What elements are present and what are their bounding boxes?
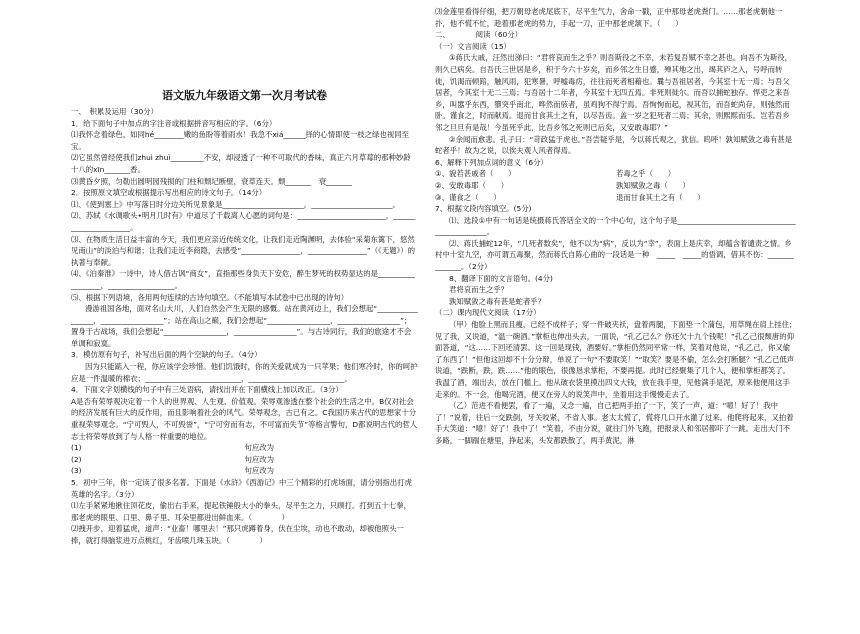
question-5-item-1: ⑴左手紧紧地揪住顶花皮，偷出右手来，提起铁锤般大小的拳头，尽平生之力，只顾打。打到五十七拳，那老虎的眼里、口里、鼻子里、耳朵里都迸出鲜血来。（ ） — [71, 501, 411, 522]
q6-row-3-a: ③、谨食之（ ） — [435, 192, 501, 202]
question-3-text: 因为只能踮入一程，你应该学会珍惜。他们饥饿时，你的关爱就成为一只苹果；他们寒冷时，你的呵护应是一件温暖的棉衣；__________________________，__________________________。 — [71, 362, 418, 383]
question-2-item-5: ⑸、根据下列语境，各用两句连续的古诗句填空。（不能填写本试卷中已出现的诗句） — [71, 292, 349, 302]
question-8-item-1: 君将哀而生之乎？ — [449, 285, 509, 295]
fix-row-3 — [71, 465, 418, 477]
section-1-heading: 一、 积累及运用（30分） — [71, 107, 159, 116]
question-7: 7、根据文段内容填空。(5分) — [435, 204, 532, 214]
fix-row-1 — [71, 442, 418, 454]
question-2-context: 漫游祖国各地，面对名山大川，人们自然会产生无限的感慨。站在黄河边上，我们会想起“_________________，_________________”；站在高山之巅，我们会想起“_________________，_________________”；置身于古战场，我们会想起“_________________，_________________”。与古诗同行，我们的旅途才不会单调和寂寞。 — [71, 304, 418, 348]
q6-row-1-a: ①、貌若甚戚者（ ） — [435, 169, 516, 179]
question-5: 5．初中三年，你一定读了很多名著。下面是《水浒》《西游记》中三个精彩的打虎场面，请分别指出打虎英雄的名字。（3分） — [71, 478, 412, 499]
q6-row-3 — [435, 192, 797, 204]
left-column — [71, 0, 418, 547]
question-2-item-4: ⑷、《泊秦淮》一诗中，诗人借古讽“商女”，直指那些身负天下安危，醉生梦死的权势显达的是__________________，__________________。 — [71, 269, 415, 290]
fix-row-1-num: (1) — [71, 443, 82, 453]
q6-row-2-a: ②、安敢毒耶（ ） — [435, 180, 509, 190]
fix-row-3-label: 句应改为 — [244, 466, 275, 476]
question-1: 1．给下面句子中加点的字注音或根据拼音写相应的字。（6分） — [71, 118, 277, 128]
classical-paragraph-2: ②余闻而愈悲。孔子曰：“苛政猛于虎也。”吾尝疑乎是，今以蒋氏观之，犹信。呜呼！孰知赋敛之毒有甚是蛇者乎！故为之说，以俟夫观人风者得焉。 — [435, 134, 793, 156]
section-2-heading: 二、 阅读（60分） — [435, 30, 523, 40]
q6-row-1-b: 若毒之乎（ ） — [616, 169, 676, 179]
q6-row-3-b: 退而甘食其土之有（ ） — [616, 192, 705, 202]
fix-row-3-num: (3) — [71, 466, 82, 476]
question-4-text: A是否有荣辱观决定着一个人的世界观、人生观、价值观。荣辱观渗透在整个社会的生活之中。B仅对社会的经济发展有巨大的反作用，而且影响着社会的风气。荣辱观念，古已有之。C我国历来古代的思想家十分重视荣辱观念。“宁可毁人，不可毁誉”，“宁可穷而有志，不可富而失节”等格言警句，D都说明古代的哲人志士将荣辱放到了与人格一样重要的地位。 — [71, 396, 418, 441]
question-8-item-2: 孰知赋敛之毒有甚是蛇者乎？ — [449, 296, 546, 306]
question-2-item-3: ⑶、在物质生活日益丰富的今天，我们更应亲近传统文化，让我们走近陶渊明，去体验“采菊东篱下，悠然见南山”的淡泊与和谐；让我们走近李商隐，去感受“________________，________________”（《无题》）的执著与奉献。 — [71, 234, 416, 267]
question-5-item-2: ⑵拽开步，迎着猛虎，道声：“业畜！哪里去！”那只虎蹲着身，伏在尘埃，动也不敢动，却被他照头一捧，就打得脑浆进万点桃红，牙齿喷几珠玉块。（ ） — [71, 524, 404, 545]
fix-row-2-label: 句应改为 — [244, 454, 275, 464]
q6-row-2 — [435, 180, 797, 192]
passage-jia: （甲）他脸上黑而且瘦，已经不成样子；穿一件破夹袄，盘着两腿，下面垫一个蒲包，用草绳在肩上挂住；见了我，又说道，“温一碗酒。”掌柜也伸出头去，一面说，“孔乙己么？你还欠十九个钱呢！”孔乙己很颓唐的仰面答道，“这……下回还清罢。这一回是现钱，酒要好。”掌柜仍然同平常一样，笑着对他说，“孔乙己，你又偷了东西了！”但他这回却不十分分辩，单说了一句“不要取笑！”“取笑？要是不偷，怎么会打断腿？”孔乙己低声说道，“跌断，跌，跌……”他的眼色，很像恳求掌柜，不要再提。此时已经聚集了几个人，便和掌柜都笑了。我温了酒，端出去，放在门槛上。他从破衣袋里摸出四文大钱，放在我手里，见他满手是泥，原来他便用这手走来的。不一会，他喝完酒，便又在旁人的说笑声中，坐着用这手慢慢走去了。 — [435, 320, 797, 399]
question-6: 6、解释下列加点词的意义（6分） — [435, 157, 548, 167]
question-3: 3．模仿原有句子，补写出后面的两个空缺的句子。（4分） — [71, 350, 262, 360]
subsection-modern: （二）课内现代文阅读（17分） — [435, 308, 541, 318]
right-column — [435, 0, 801, 447]
question-2-item-2: ⑵、苏轼《水调歌头•明月几时有》中道尽了千载离人心愿的词句是：________________________，______________________。 — [71, 211, 416, 232]
q6-row-2-b: 孰知赋敛之毒（ ） — [616, 180, 690, 190]
question-2-item-1: ⑴、《使到塞上》中写落日时分边关所见景象是______________________，______________________。 — [71, 199, 400, 209]
question-1-item-1: ⑴我怀念着绿色，如同hé________嫩的鱼盼等着雨水！我急不xiá______择的心情即使一枝之绿也视同至宝。 — [71, 130, 409, 151]
question-4: 4．下面文字划横线的句子中有三处语病，请找出并在下面横线上加以改正。（3分） — [71, 385, 343, 395]
question-1-item-3: ⑶黄昏夕照，匀勒出圆明园残损的门柱和颓圮断壁，衰草连天。颓_______ 衰_______ — [71, 176, 352, 186]
question-5-item-3: ⑶金莲里看得仔细，把刀朝母老虎尾底下，尽平生气力，舍命一戳，正中那母老虎粪门。……那老虎朝他一扑，他不慌不忙，趁着那老虎的势力，手起一刀，正中那老虎颔下。（ ） — [435, 7, 783, 28]
fix-row-2-num: (2) — [71, 454, 82, 464]
question-2: 2．按照原文填空或根据提示写出相应的诗文句子。（14分） — [71, 188, 267, 198]
fix-row-1-label: 句应改为 — [244, 443, 275, 453]
fix-row-2 — [71, 454, 418, 466]
question-1-item-2: ⑵它虽然曾经使我们zhuì zhuì_________不安，却浸透了一种不可取代的香味，真正六月草莓的那种妙龄十八的xīn_______香。 — [71, 153, 411, 174]
classical-paragraph-1: ①蒋氏大戚，汪然出涕曰：“君将哀而生之乎？则吾斯役之不幸，未若复吾赋不幸之甚也。向吾不为斯役，则久已病矣。自吾氏三世居是乡，积于今六十岁矣，而乡邻之生日蹙，殚其地之出，竭其庐之入，号呼而转徙，饥渴而顿踣，触风雨，犯寒暑，呼嘘毒疠，往往而死者相藉也。曩与吾祖居者，今其室十无一焉；与吾父居者，今其室十无二三焉；与吾居十二年者，今其室十无四五焉。非死则徙尔。而吾以捕蛇独存。悍吏之来吾乡，叫嚣乎东西，隳突乎南北，哗然而骇者，虽鸡狗不得宁焉。吾恂恂而起，视其缶，而吾蛇尚存，则弛然而卧。谨食之，时而献焉。退而甘食其土之有，以尽吾齿。盖一岁之犯死者二焉；其余，则熙熙而乐。岂若吾乡邻之旦旦有是哉！今虽死乎此，比吾乡邻之死则已后矣，又安敢毒耶？” — [435, 53, 793, 132]
question-7-item-2: ⑵、蒋氏捕蛇12年，“几死者数矣”，他不以为“病”，反以为“幸”，表面上是庆幸，却蕴含着谴责之情。乡村中十室九空，亦可谓五毒聚，然而蒋氏自陈心曲的一段话是一种 _____ _____的悟调，借其不伤：_______ _______。（2分） — [435, 238, 801, 272]
q6-row-1 — [435, 168, 797, 180]
question-8: 8、翻译下面的文言语句。(4分) — [449, 273, 553, 283]
exam-title: 语文版九年级语文第一次月考试卷 — [162, 89, 327, 102]
question-7-item-1: ⑴、选段①中有一句话是统摄蒋氏答话全文的一个中心句，这个句子是______________________________________________。 — [435, 215, 796, 237]
passage-yi: （乙）范进不看便罢，看了一遍，又念一遍，自己把两手拍了一下，笑了一声，道：“噫！好了！我中了！”说着，往后一交跌倒，牙关咬紧，不省人事。老太太慌了，慌将几口开水灌了过来。他爬将起来，又拍着手大笑道：“噫！好了！我中了！”笑着，不由分说，就往门外飞跑，把报录人和邻居都吓了一跳。走出大门不多路，一脚踹在塘里，挣起来，头发都跌散了，两手黄泥，淋 — [435, 401, 794, 445]
subsection-classical: （一）文言阅读（15） — [435, 41, 511, 51]
